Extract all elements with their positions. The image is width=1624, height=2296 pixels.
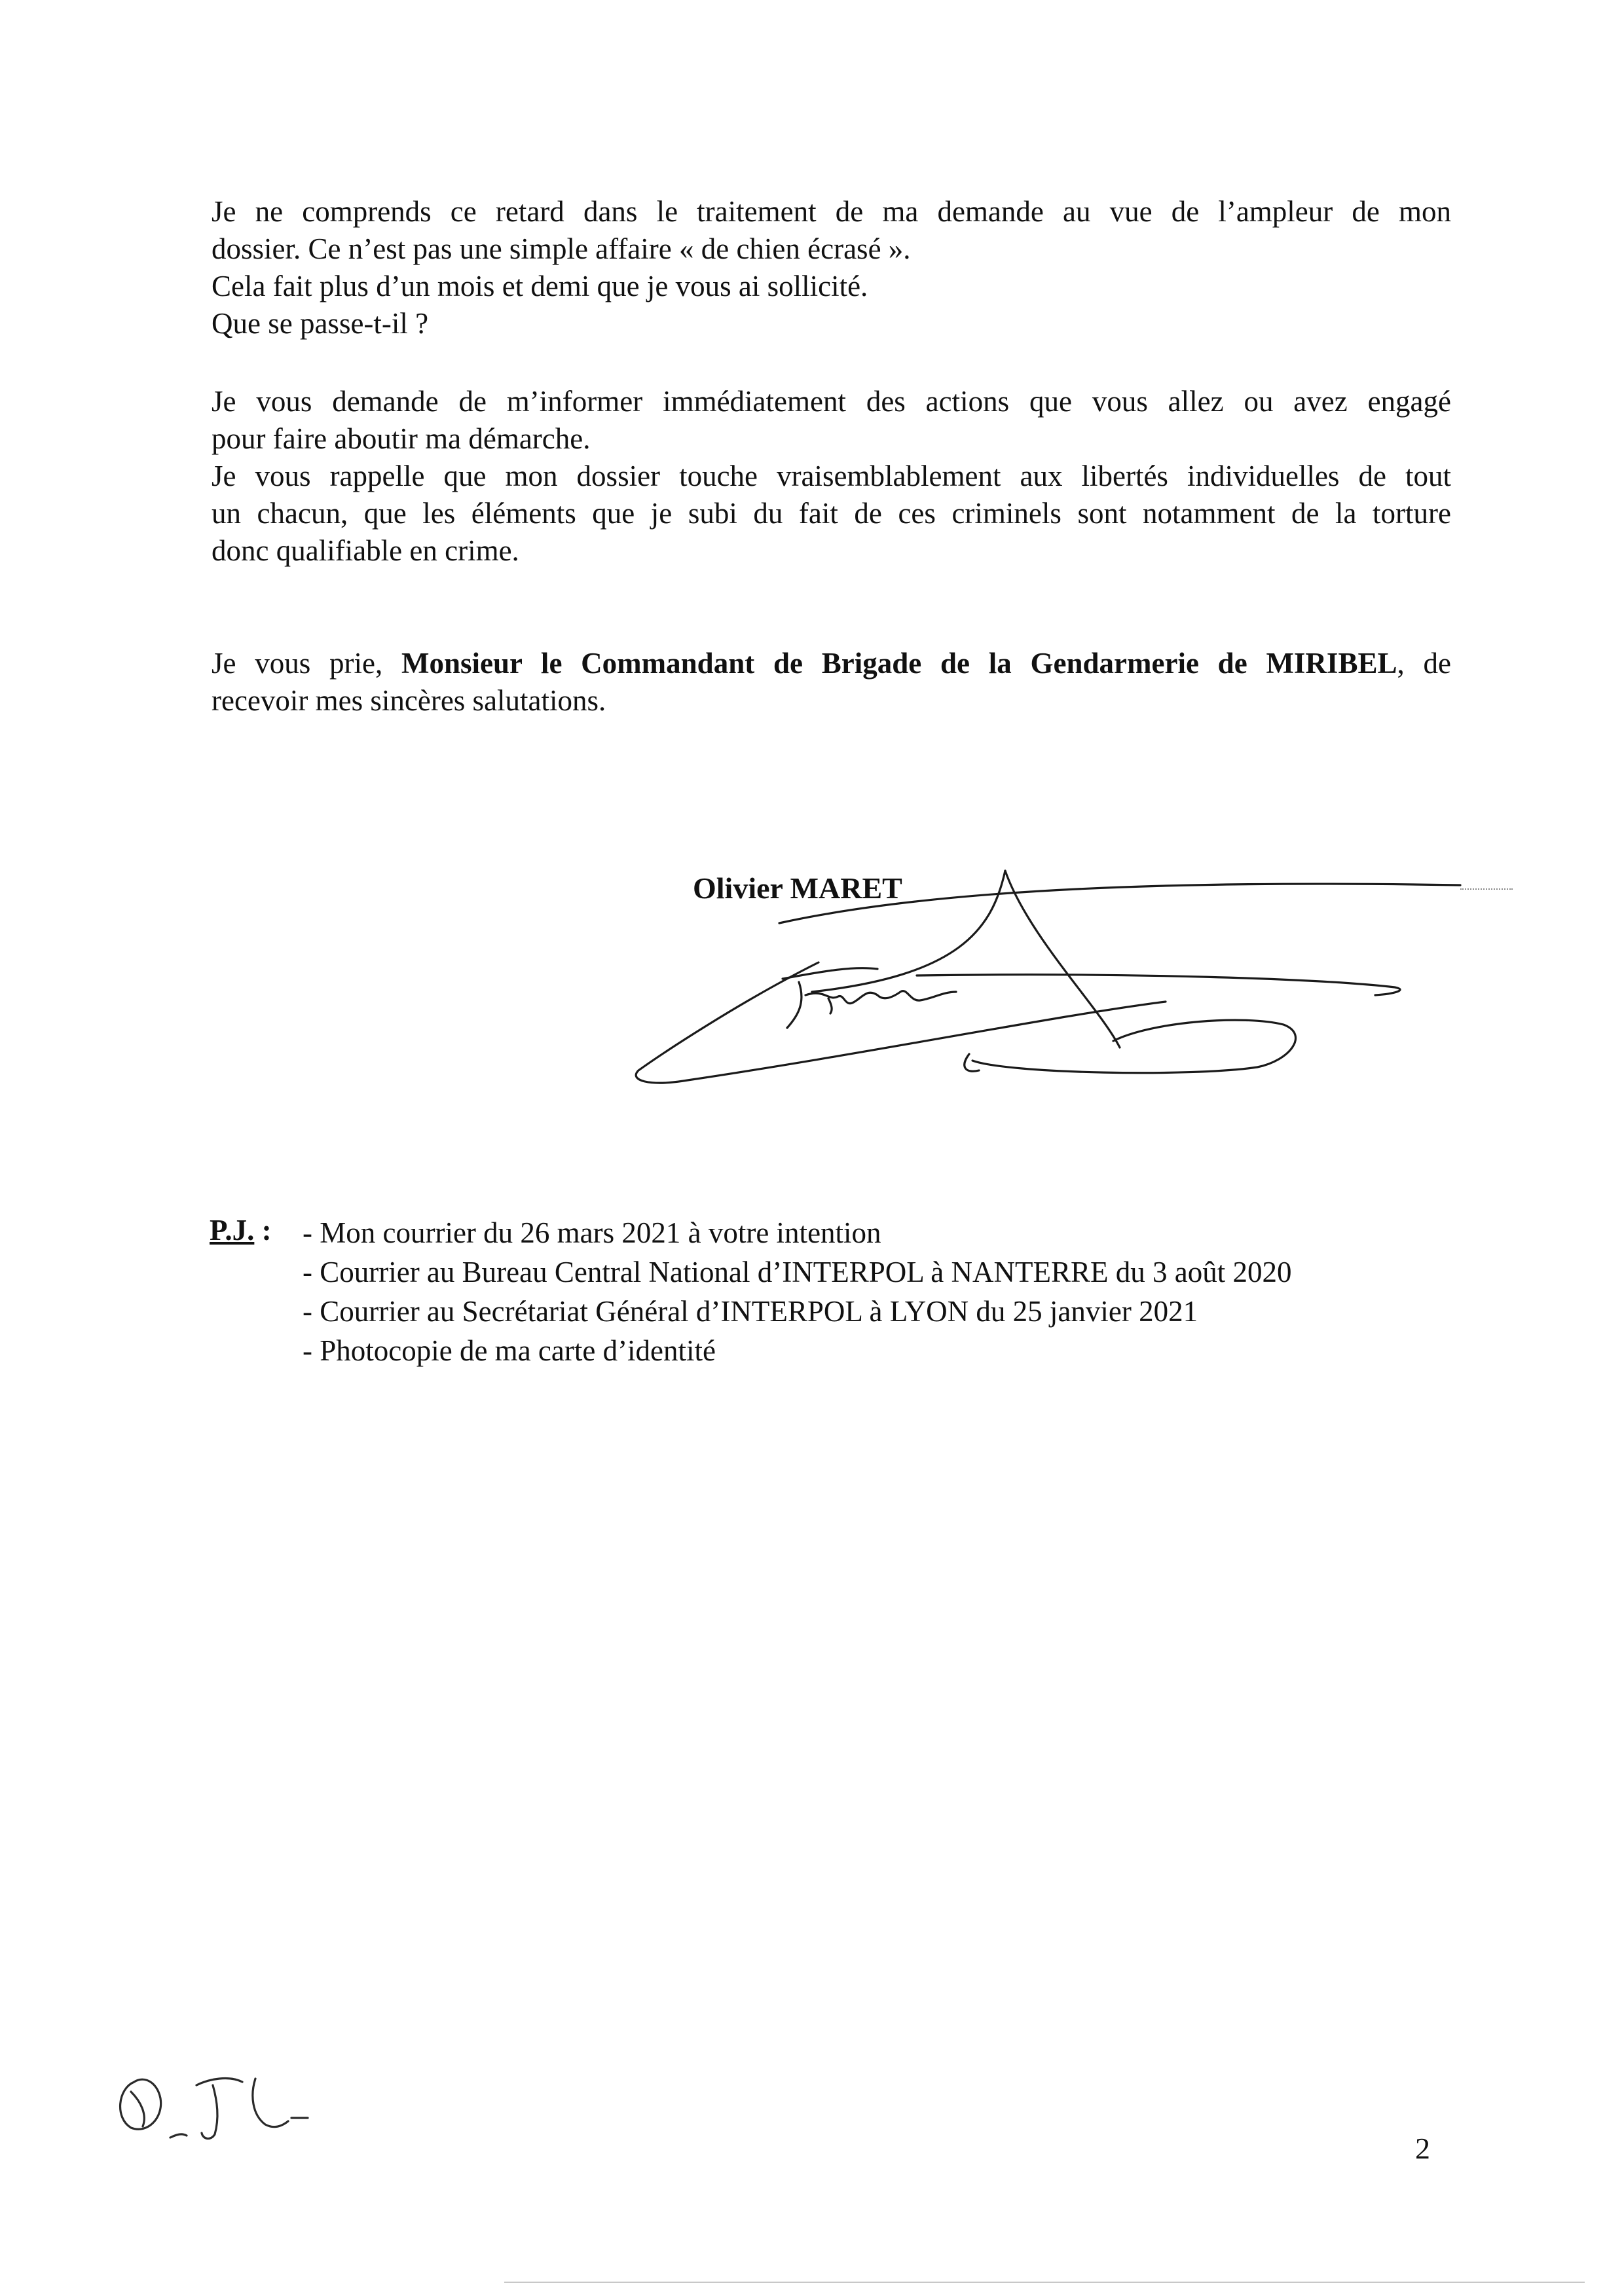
attachments-separator: : [254,1214,272,1247]
attachments-list [303,1213,1292,1370]
closing-formula [212,645,1451,720]
attachment-item: - Photocopie de ma carte d’identité [303,1334,716,1367]
paragraph-line: Que se passe-t-il ? [212,307,429,340]
attachment-item: - Mon courrier du 26 mars 2021 à votre intention [303,1216,881,1249]
paragraph-line: dossier. Ce n’est pas une simple affaire « de chien écrasé ». [212,232,911,265]
handwritten-note-icon [105,2056,327,2147]
signer-name: Olivier MARET [693,871,902,905]
bottom-rule [504,2282,1585,2283]
closing-recipient: Monsieur le Commandant de Brigade de la Gendarmerie de MIRIBEL [401,647,1397,680]
attachment-item: - Courrier au Secrétariat Général d’INTERPOL à LYON du 25 janvier 2021 [303,1295,1198,1328]
paragraph-line: Je vous demande de m’informer immédiatement des actions que vous allez ou avez engagé [212,385,1451,418]
paragraph-request [212,383,1451,570]
paragraph-line: un chacun, que les éléments que je subi du fait de ces criminels sont notamment de la torture [212,497,1451,530]
closing-prefix: Je vous prie, [212,647,401,680]
attachments-label-text: P.J. [210,1214,255,1247]
attachments-label [210,1213,272,1247]
paragraph-line: Cela fait plus d’un mois et demi que je vous ai sollicité. [212,270,868,302]
paragraph-line: donc qualifiable en crime. [212,534,519,567]
closing-suffix: , de [1397,647,1451,680]
closing-line [212,645,1451,682]
paragraph-line: Je vous rappelle que mon dossier touche vraisemblablement aux libertés individuelles de tout [212,460,1451,492]
closing-line: recevoir mes sincères salutations. [212,684,606,717]
page-number: 2 [1415,2132,1430,2165]
paragraph-line: pour faire aboutir ma démarche. [212,422,591,455]
signature-icon [602,845,1532,1106]
paragraph-delay [212,193,1451,342]
attachment-item: - Courrier au Bureau Central National d’INTERPOL à NANTERRE du 3 août 2020 [303,1256,1292,1288]
paragraph-line: Je ne comprends ce retard dans le traitement de ma demande au vue de l’ampleur de mon [212,195,1451,228]
